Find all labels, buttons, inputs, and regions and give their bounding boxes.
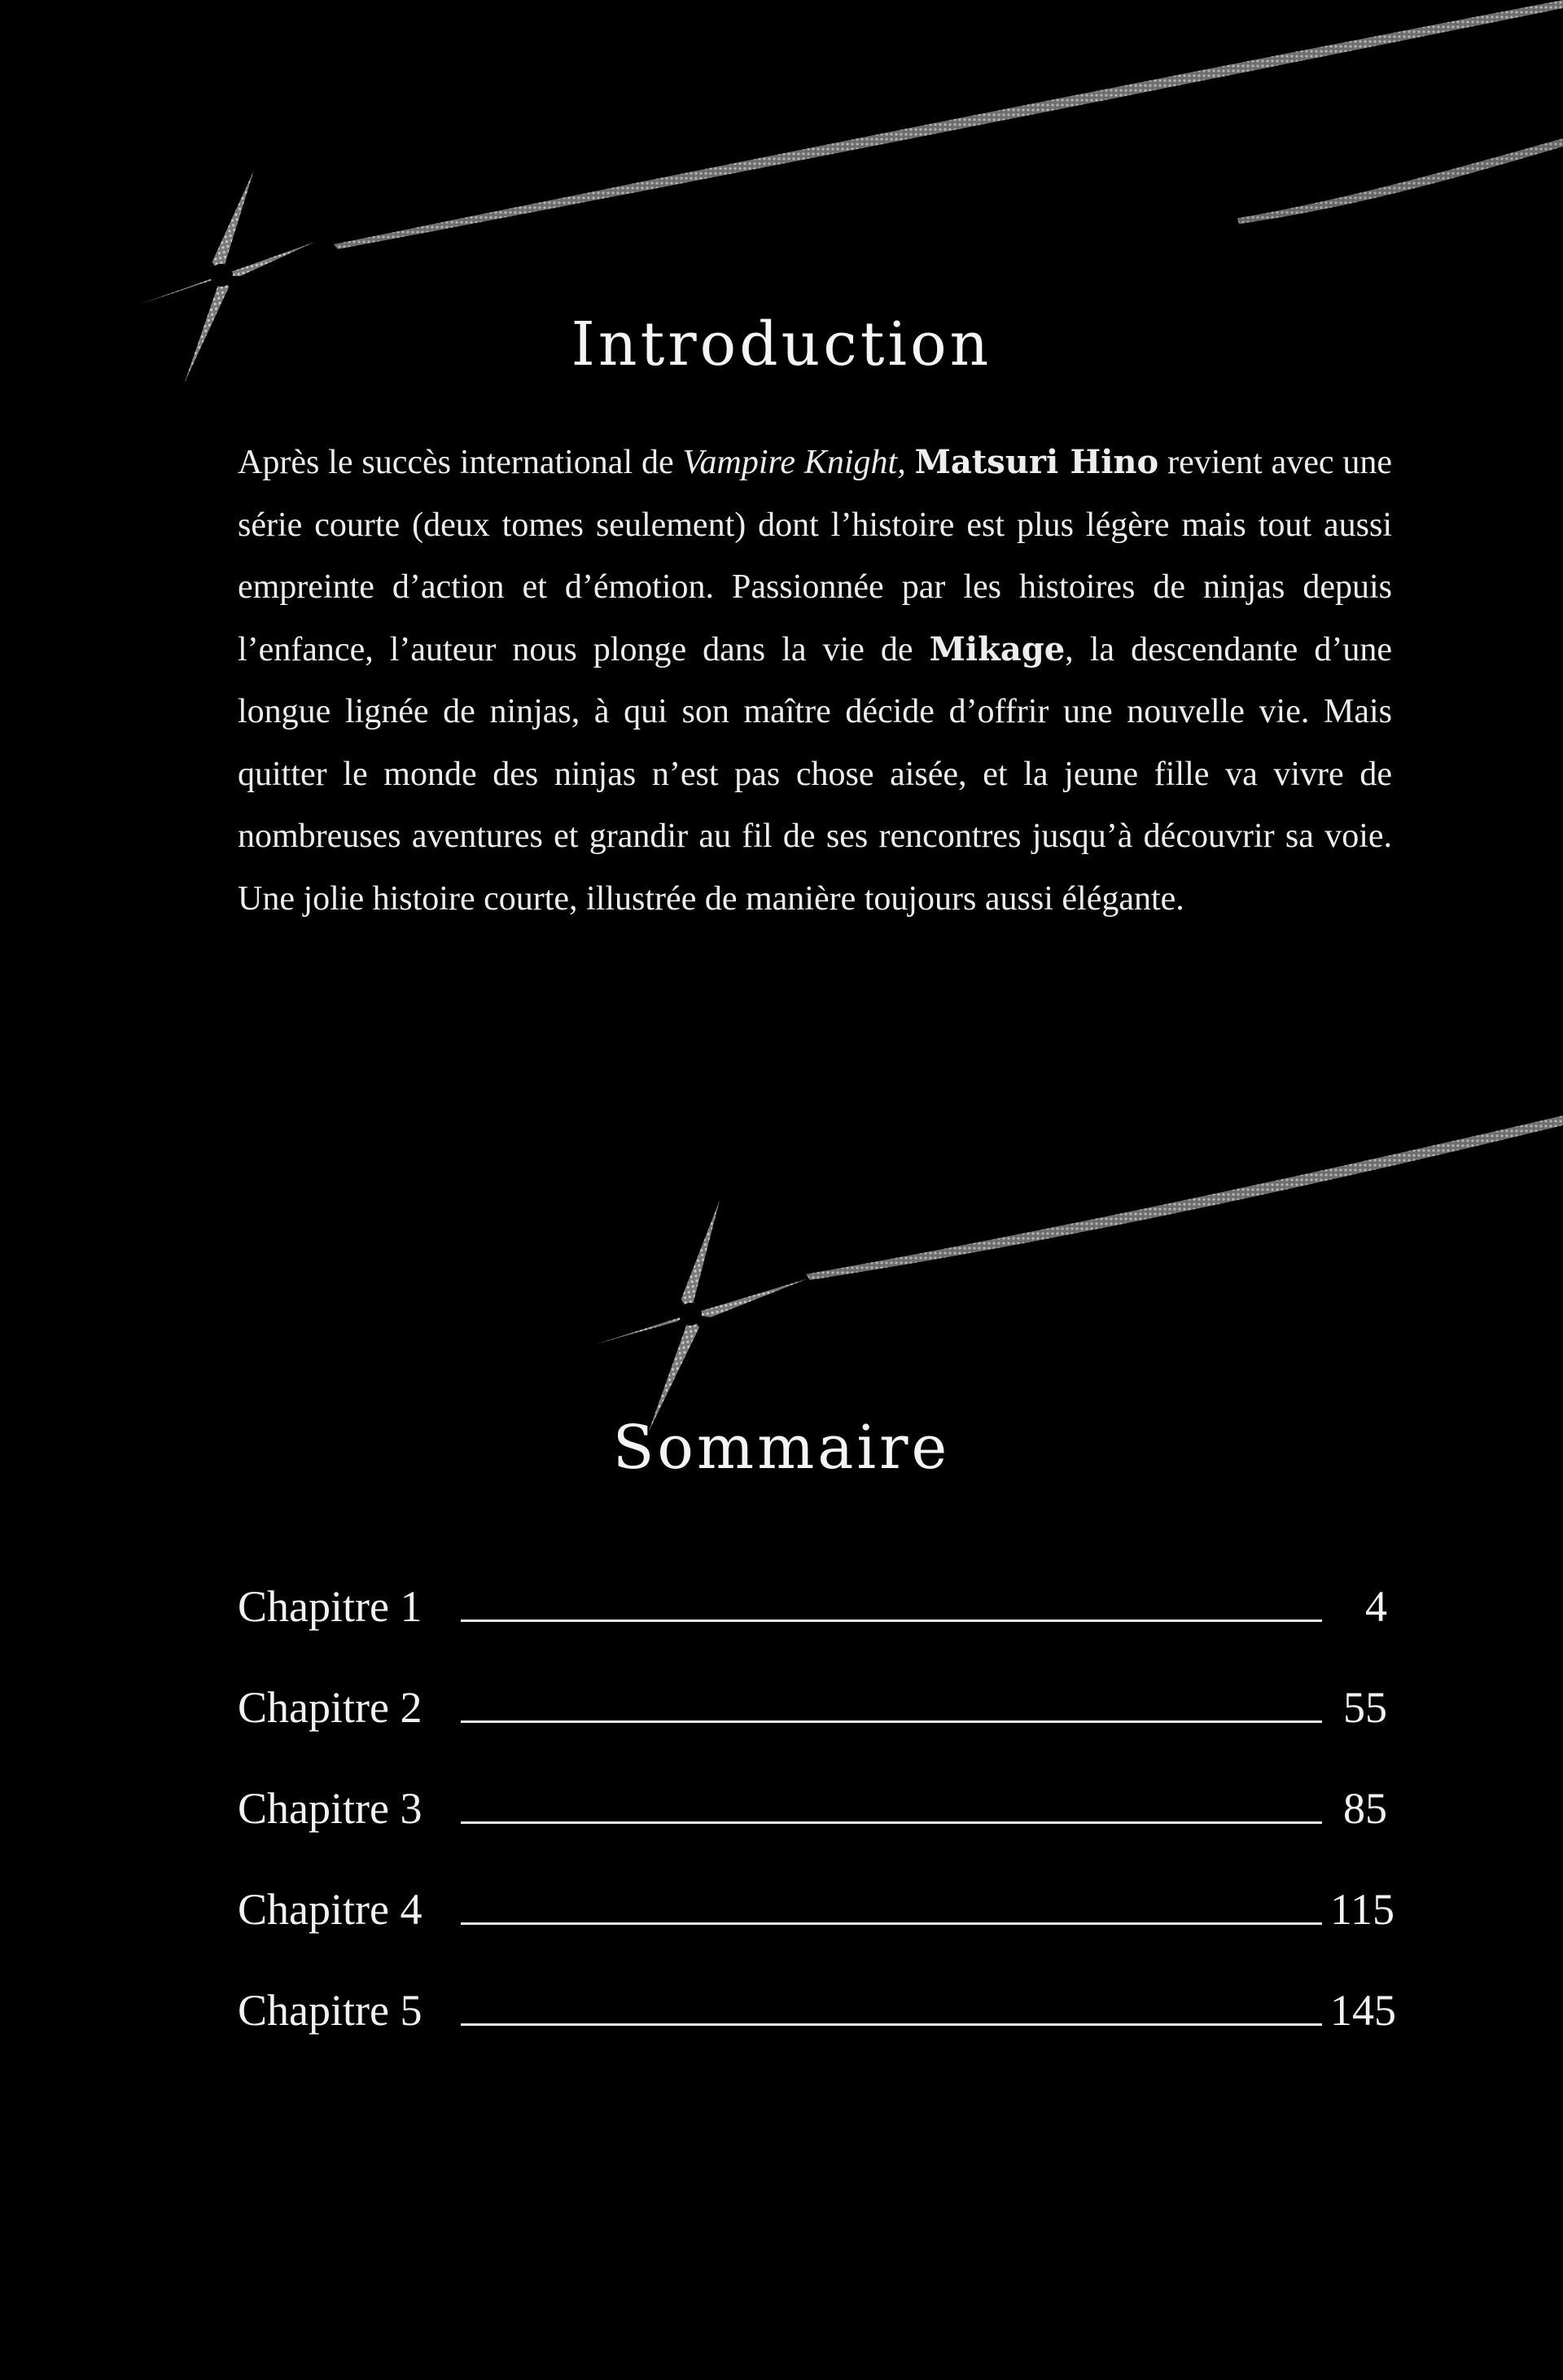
toc-leader-line <box>461 1821 1322 1824</box>
speed-trail-bottom <box>806 1115 1563 1280</box>
toc-entry-page: 115 <box>1330 1885 1394 1934</box>
toc-entry-label: Chapitre 1 <box>238 1582 422 1631</box>
intro-text-1: Après le succès international de <box>238 444 683 481</box>
toc-heading: Sommaire <box>612 1413 951 1483</box>
toc-leader-line <box>461 1720 1322 1723</box>
intro-paragraph <box>238 432 1392 930</box>
toc-entry-page: 145 <box>1330 1986 1396 2035</box>
shuriken-icon <box>576 1187 830 1439</box>
toc-entry-label: Chapitre 4 <box>238 1885 422 1934</box>
intro-heading: Introduction <box>571 309 992 379</box>
series-title: Vampire Knight, <box>682 444 906 481</box>
toc-entry-page: 85 <box>1343 1784 1387 1833</box>
author-name: Matsuri Hino <box>914 443 1159 481</box>
intro-text-3: , la descendante d’une longue lignée de ninjas, à qui son maître décide d’offrir une nouvelle vie. Mais quitter le monde des ninjas n’est pas chose aisée, et la jeune fille va vivre de nombreuses aventures et grandir au fil de ses rencontres jusqu’à découvrir sa voie. Une jolie histoire courte, illustrée de manière toujours aussi élégante. <box>238 630 1392 918</box>
toc-entry-page: 4 <box>1365 1582 1387 1631</box>
toc-entry-label: Chapitre 3 <box>238 1784 422 1833</box>
toc-entry[interactable] <box>238 1834 1394 1935</box>
heroine-name: Mikage <box>929 629 1066 668</box>
toc-leader-line <box>461 1619 1322 1622</box>
toc-leader-line <box>461 1922 1322 1925</box>
toc-entry-page: 55 <box>1343 1683 1387 1732</box>
toc-entry-label: Chapitre 2 <box>238 1683 422 1732</box>
toc-entry[interactable] <box>238 1733 1387 1834</box>
toc-entry[interactable] <box>238 1632 1387 1733</box>
toc-leader-line <box>461 2023 1322 2026</box>
toc-entry-label: Chapitre 5 <box>238 1986 422 2035</box>
speed-trail-top <box>334 0 1563 249</box>
table-of-contents <box>238 1531 1396 2036</box>
intro-text-2: revient avec une série courte (deux tomes seulement) dont l’histoire est plus légère mais tout aussi empreinte d’action et d’émotion. Passionnée par les histoires de ninjas depuis l’enfance, l’auteur nous plonge dans la vie de <box>238 444 1393 668</box>
toc-entry[interactable] <box>238 1935 1396 2036</box>
toc-entry[interactable] <box>238 1531 1387 1632</box>
